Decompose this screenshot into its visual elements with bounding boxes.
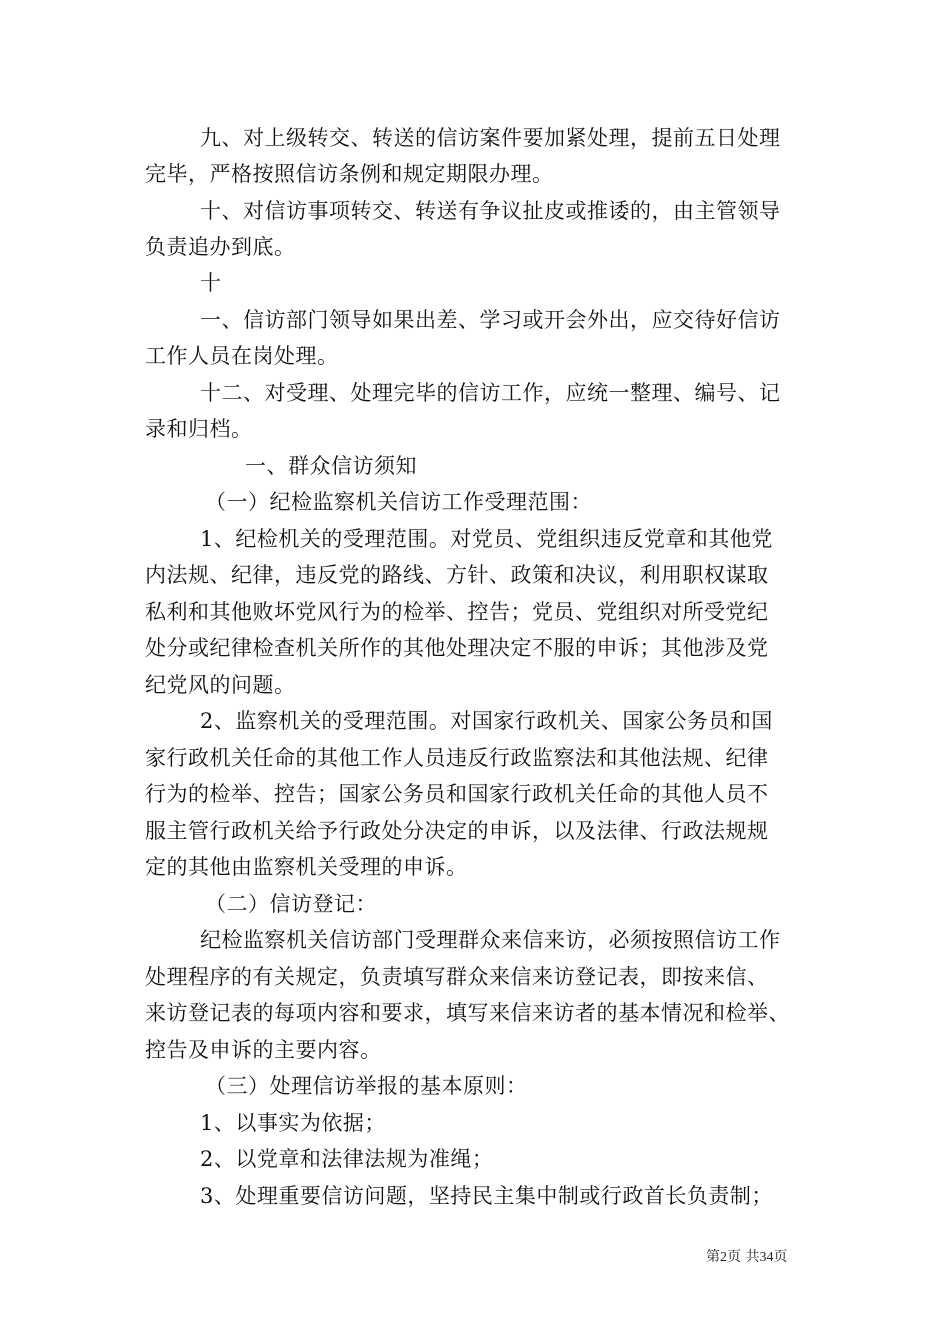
paragraph-line: 2、监察机关的受理范围。对国家行政机关、国家公务员和国 [200, 709, 773, 733]
subsection-heading: （三）处理信访举报的基本原则： [205, 1074, 528, 1098]
paragraph-line: 服主管行政机关给予行政处分决定的申诉，以及法律、行政法规规 [145, 819, 769, 843]
paragraph-line: 私利和其他败坏党风行为的检举、控告；党员、党组织对所受党纪 [145, 600, 769, 624]
paragraph-line: 家行政机关任命的其他工作人员违反行政监察法和其他法规、纪律 [145, 746, 769, 770]
paragraph-line: 行为的检举、控告；国家公务员和国家行政机关任命的其他人员不 [145, 782, 769, 806]
paragraph-line: 内法规、纪律，违反党的路线、方针、政策和决议，利用职权谋取 [145, 563, 769, 587]
paragraph-line: 处理程序的有关规定，负责填写群众来信来访登记表，即按来信、 [145, 965, 769, 989]
list-item: 2、以党章和法律法规为准绳； [200, 1147, 494, 1171]
paragraph-line: 纪检监察机关信访部门受理群众来信来访，必须按照信访工作 [200, 928, 781, 952]
subsection-heading: （二）信访登记： [205, 892, 377, 916]
total-page-count: 34 [759, 1250, 774, 1265]
paragraph-line: 纪党风的问题。 [145, 673, 296, 697]
paragraph-line: 十、对信访事项转交、转送有争议扯皮或推诿的，由主管领导 [200, 199, 781, 223]
paragraph-line: 一、信访部门领导如果出差、学习或开会外出，应交待好信访 [200, 308, 781, 332]
list-item: 1、以事实为依据； [200, 1111, 386, 1135]
paragraph-line: 九、对上级转交、转送的信访案件要加紧处理，提前五日处理 [200, 126, 781, 150]
footer-prefix: 第 [706, 1249, 720, 1265]
paragraph-line: 1、纪检机关的受理范围。对党员、党组织违反党章和其他党 [200, 527, 773, 551]
paragraph-line: 来访登记表的每项内容和要求，填写来信来访者的基本情况和检举、 [145, 1001, 790, 1025]
list-item: 3、处理重要信访问题，坚持民主集中制或行政首长负责制； [200, 1184, 773, 1208]
paragraph-line: 十二、对受理、处理完毕的信访工作，应统一整理、编号、记 [200, 381, 781, 405]
section-heading: 一、群众信访须知 [245, 454, 417, 478]
subsection-heading: （一）纪检监察机关信访工作受理范围： [205, 490, 592, 514]
paragraph-line: 定的其他由监察机关受理的申诉。 [145, 855, 468, 879]
paragraph-line: 完毕，严格按照信访条例和规定期限办理。 [145, 162, 554, 186]
paragraph-line: 工作人员在岗处理。 [145, 344, 339, 368]
paragraph-line: 录和归档。 [145, 417, 253, 441]
paragraph-line: 处分或纪律检查机关所作的其他处理决定不服的申诉；其他涉及党 [145, 636, 769, 660]
footer-middle: 页 共 [727, 1249, 760, 1265]
paragraph-line: 负责追办到底。 [145, 235, 296, 259]
footer-suffix: 页 [773, 1249, 788, 1265]
paragraph-line: 十 [200, 271, 222, 295]
page-number-label [706, 1248, 787, 1267]
paragraph-line: 控告及申诉的主要内容。 [145, 1038, 382, 1062]
current-page-number: 2 [720, 1250, 727, 1265]
